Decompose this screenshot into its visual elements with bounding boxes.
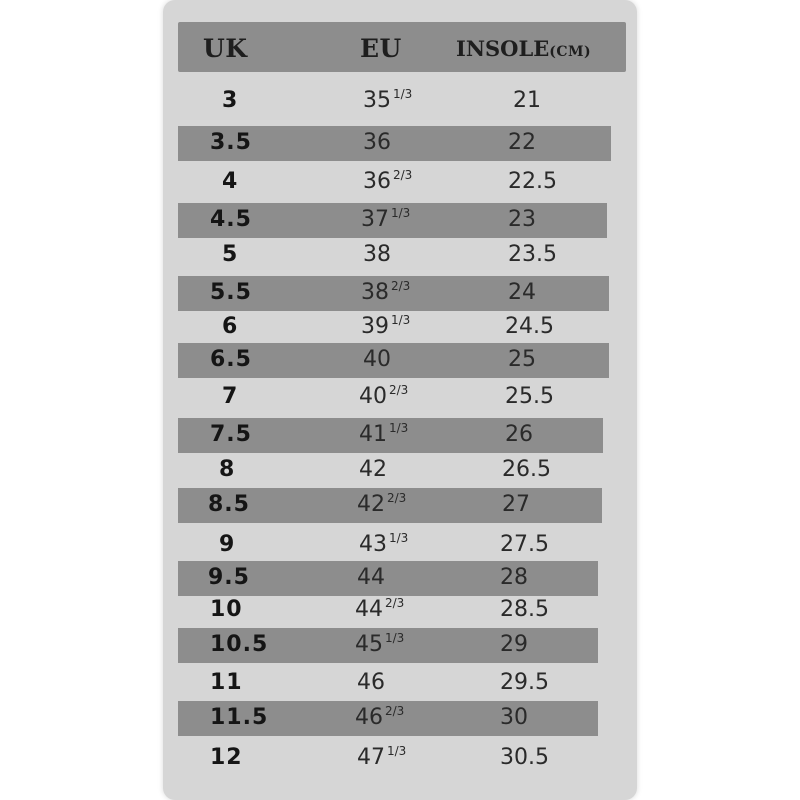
eu-size-whole: 36 (363, 130, 391, 155)
eu-size-whole: 35 (363, 88, 391, 113)
cell-insole-cm: 28.5 (500, 597, 549, 622)
cell-eu-size (357, 488, 406, 522)
cell-uk-size: 11 (210, 670, 243, 695)
cell-eu-size (361, 310, 410, 344)
cell-insole-cm: 30 (500, 705, 528, 730)
eu-size-whole: 44 (357, 565, 385, 590)
cell-eu-size (363, 126, 391, 160)
eu-size-fraction: 2/3 (385, 596, 405, 610)
cell-insole-cm: 27 (502, 492, 530, 517)
eu-size-fraction: 2/3 (389, 383, 409, 397)
eu-size-whole: 38 (361, 280, 389, 305)
cell-uk-size: 5.5 (210, 280, 252, 305)
eu-size-whole: 38 (363, 242, 391, 267)
eu-size-fraction: 2/3 (393, 168, 413, 182)
cell-eu-size (355, 593, 404, 627)
cell-insole-cm: 29.5 (500, 670, 549, 695)
cell-eu-size (357, 741, 406, 775)
eu-size-fraction: 1/3 (393, 87, 413, 101)
eu-size-whole: 42 (359, 457, 387, 482)
cell-insole-cm: 28 (500, 565, 528, 590)
cell-eu-size (363, 343, 391, 377)
cell-uk-size: 4 (222, 169, 239, 194)
cell-uk-size: 12 (210, 745, 243, 770)
eu-size-whole: 36 (363, 169, 391, 194)
cell-insole-cm: 23.5 (508, 242, 557, 267)
cell-eu-size (363, 84, 412, 118)
eu-size-whole: 42 (357, 492, 385, 517)
cell-insole-cm: 25 (508, 347, 536, 372)
cell-uk-size: 6.5 (210, 347, 252, 372)
eu-size-fraction: 2/3 (387, 491, 407, 505)
eu-size-whole: 45 (355, 632, 383, 657)
cell-insole-cm: 27.5 (500, 532, 549, 557)
cell-uk-size: 5 (222, 242, 239, 267)
eu-size-whole: 46 (357, 670, 385, 695)
cell-insole-cm: 30.5 (500, 745, 549, 770)
cell-uk-size: 10.5 (210, 632, 269, 657)
eu-size-whole: 47 (357, 745, 385, 770)
cell-insole-cm: 24.5 (505, 314, 554, 339)
eu-size-whole: 46 (355, 705, 383, 730)
cell-eu-size (359, 528, 408, 562)
cell-eu-size (359, 380, 408, 414)
cell-insole-cm: 26 (505, 422, 533, 447)
eu-size-whole: 41 (359, 422, 387, 447)
cell-insole-cm: 22 (508, 130, 536, 155)
cell-insole-cm: 24 (508, 280, 536, 305)
cell-insole-cm: 25.5 (505, 384, 554, 409)
cell-insole-cm: 29 (500, 632, 528, 657)
cell-eu-size (359, 418, 408, 452)
cell-uk-size: 3 (222, 88, 239, 113)
eu-size-fraction: 2/3 (385, 704, 405, 718)
cell-eu-size (361, 276, 410, 310)
header-eu: EU (360, 34, 402, 63)
eu-size-whole: 40 (359, 384, 387, 409)
cell-uk-size: 4.5 (210, 207, 252, 232)
eu-size-whole: 40 (363, 347, 391, 372)
eu-size-whole: 39 (361, 314, 389, 339)
cell-eu-size (359, 453, 387, 487)
eu-size-fraction: 1/3 (389, 421, 409, 435)
cell-uk-size: 6 (222, 314, 239, 339)
eu-size-fraction: 1/3 (385, 631, 405, 645)
eu-size-whole: 44 (355, 597, 383, 622)
header-uk: UK (203, 34, 248, 63)
eu-size-fraction: 1/3 (391, 206, 411, 220)
eu-size-fraction: 2/3 (391, 279, 411, 293)
cell-insole-cm: 26.5 (502, 457, 551, 482)
cell-uk-size: 3.5 (210, 130, 252, 155)
cell-uk-size: 9.5 (208, 565, 250, 590)
cell-insole-cm: 23 (508, 207, 536, 232)
cell-uk-size: 8.5 (208, 492, 250, 517)
cell-uk-size: 11.5 (210, 705, 269, 730)
cell-eu-size (357, 666, 385, 700)
cell-uk-size: 9 (219, 532, 236, 557)
eu-size-whole: 43 (359, 532, 387, 557)
eu-size-fraction: 1/3 (387, 744, 407, 758)
eu-size-fraction: 1/3 (389, 531, 409, 545)
cell-eu-size (363, 238, 391, 272)
header-insole-unit: (CM) (549, 44, 592, 60)
cell-uk-size: 10 (210, 597, 243, 622)
cell-eu-size (361, 203, 410, 237)
cell-insole-cm: 21 (513, 88, 541, 113)
cell-uk-size: 8 (219, 457, 236, 482)
cell-eu-size (355, 628, 404, 662)
cell-eu-size (357, 561, 385, 595)
header-insole-label: INSOLE (456, 36, 550, 61)
cell-uk-size: 7 (222, 384, 239, 409)
eu-size-fraction: 1/3 (391, 313, 411, 327)
cell-eu-size (363, 165, 412, 199)
cell-uk-size: 7.5 (210, 422, 252, 447)
cell-insole-cm: 22.5 (508, 169, 557, 194)
eu-size-whole: 37 (361, 207, 389, 232)
cell-eu-size (355, 701, 404, 735)
header-insole (456, 22, 591, 72)
